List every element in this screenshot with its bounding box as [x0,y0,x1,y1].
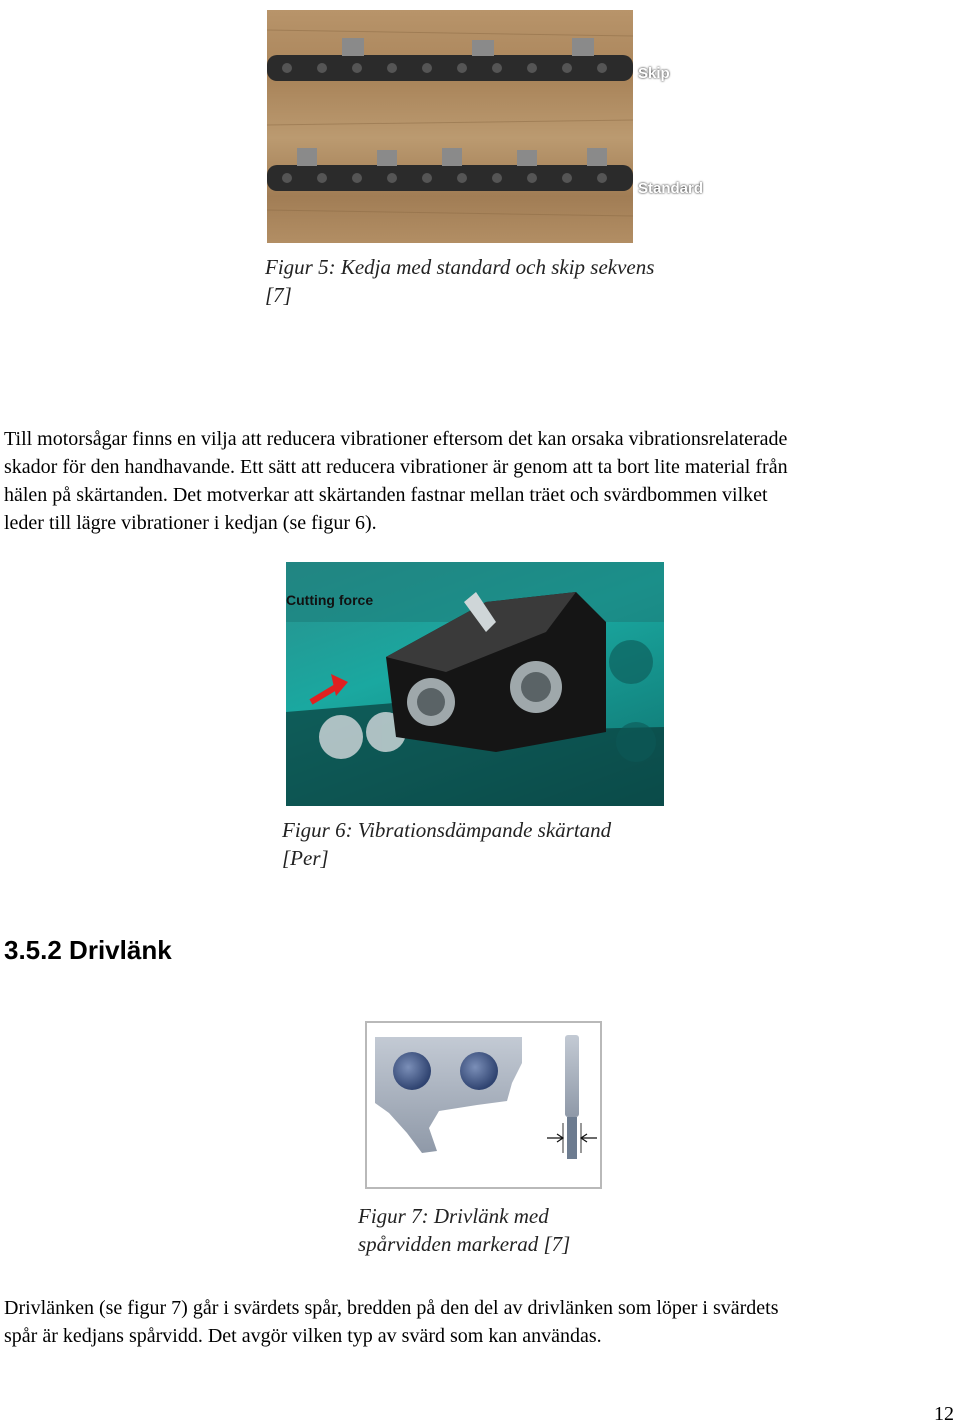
figure7-caption-line1: Figur 7: Drivlänk med [358,1204,549,1228]
paragraph-vibration [4,425,954,537]
paragraph-line: hälen på skärtanden. Det motverkar att skärtanden fastnar mellan träet och svärdbommen vilket [4,484,768,506]
figure7-caption-line2: spårvidden markerad [7] [358,1232,571,1256]
section-heading: 3.5.2 Drivlänk [4,935,172,965]
figure5-caption-line1: Figur 5: Kedja med standard och skip sekvens [265,255,655,279]
figure7-caption [358,1202,858,1258]
figure6-label-cutting-force: Cutting force [286,592,374,608]
paragraph-line: Drivlänken (se figur 7) går i svärdets spår, bredden på den del av drivlänken som löper i svärdets [4,1297,779,1319]
page-number: 12 [934,1403,954,1425]
figure5-caption [265,253,765,309]
paragraph-line: leder till lägre vibrationer i kedjan (se figur 6). [4,512,377,534]
figure6-image [286,562,664,806]
figure6-caption [282,816,782,872]
paragraph-line: Till motorsågar finns en vilja att reducera vibrationer eftersom det kan orsaka vibrationsrelaterade [4,428,788,450]
paragraph-line: spår är kedjans spårvidd. Det avgör vilken typ av svärd som kan användas. [4,1325,602,1347]
chain-photo-drawing [267,10,633,243]
figure6-caption-line1: Figur 6: Vibrationsdämpande skärtand [282,818,612,842]
paragraph-drive-link [4,1294,954,1350]
drive-link-drawing [367,1023,600,1187]
figure5-caption-line2: [7] [265,283,292,307]
figure5-label-standard: Standard [638,180,704,197]
figure5-label-skip: Skip [638,65,670,82]
figure6-caption-line2: [Per] [282,846,329,870]
figure5-image [267,10,633,243]
paragraph-line: skador för den handhavande. Ett sätt att reducera vibrationer är genom att ta bort lite material från [4,456,788,478]
figure7-image [365,1021,602,1189]
